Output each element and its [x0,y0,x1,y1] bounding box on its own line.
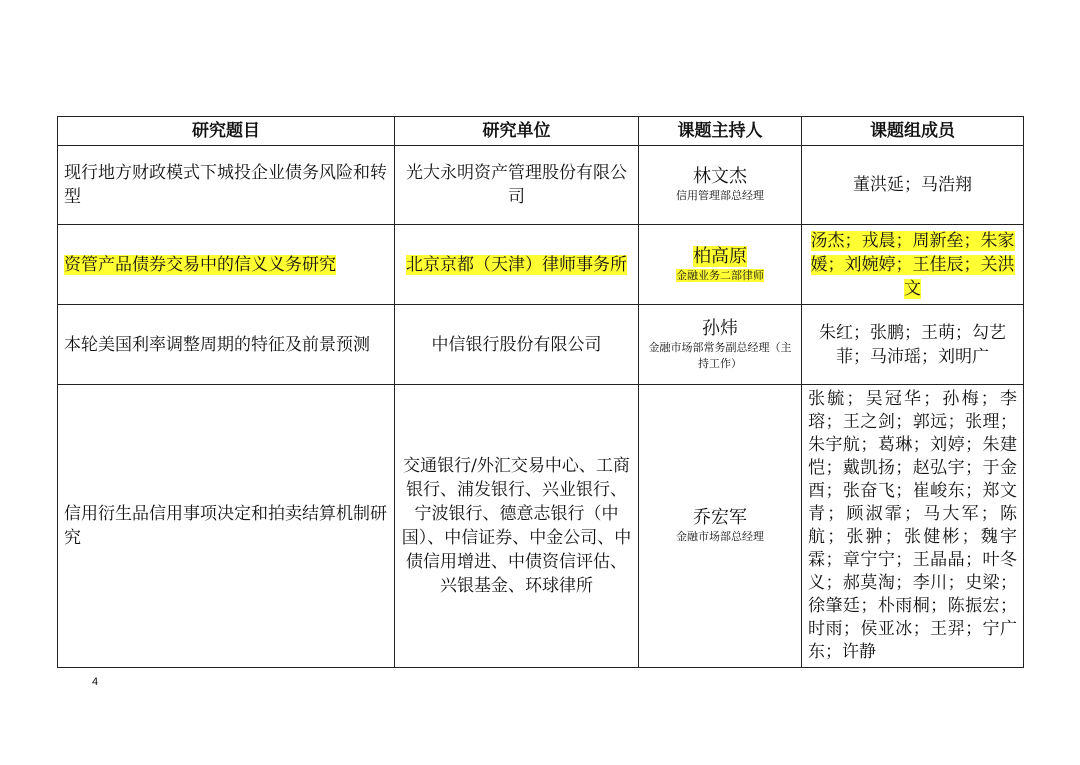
host-title: 金融市场部常务副总经理（主持工作） [648,340,792,370]
header-members: 课题组成员 [802,117,1024,146]
topic-text: 信用衍生品信用事项决定和拍卖结算机制研究 [64,504,387,548]
table-row [58,305,1024,385]
unit-cell [395,225,639,305]
topic-text: 本轮美国利率调整周期的特征及前景预测 [64,334,370,355]
topic-text: 现行地方财政模式下城投企业债务风险和转型 [64,163,387,207]
table-header-row [58,117,1024,146]
unit-text: 中信银行股份有限公司 [431,334,602,355]
members-cell [802,305,1024,385]
topic-cell [58,146,395,225]
host-name: 柏高原 [693,245,747,267]
topic-cell [58,385,395,668]
page-number: 4 [92,676,99,688]
host-title: 金融市场部总经理 [676,530,764,543]
topic-cell [58,225,395,305]
header-topic: 研究题目 [58,117,395,146]
members-cell [802,225,1024,305]
host-name: 乔宏军 [693,507,747,528]
host-cell [639,225,802,305]
unit-text: 光大永明资产管理股份有限公司 [406,163,627,207]
members-text: 朱红；张鹏；王萌；勾艺菲；马沛瑶；刘明广 [819,322,1006,367]
table-row [58,225,1024,305]
topic-text: 资管产品债券交易中的信义义务研究 [64,254,336,275]
host-title: 信用管理部总经理 [676,189,764,202]
members-text: 董洪延；马浩翔 [853,175,972,195]
header-host: 课题主持人 [639,117,802,146]
unit-cell [395,385,639,668]
host-cell [639,305,802,385]
members-cell [802,146,1024,225]
unit-text: 北京京都（天津）律师事务所 [406,254,627,275]
host-cell [639,385,802,668]
members-cell [802,385,1024,668]
host-title: 金融业务二部律师 [676,268,764,282]
members-text: 汤杰；戎晨；周新垒；朱家媛；刘婉婷；王佳辰；关洪文 [810,230,1015,299]
table-row [58,146,1024,225]
host-name: 孙炜 [702,317,738,339]
header-unit: 研究单位 [395,117,639,146]
members-text: 张毓；吴冠华；孙梅；李瑢；王之剑；郭远；张理；朱宇航；葛琳；刘婷；朱建恺；戴凯扬；赵弘宇；于金酉；张奋飞；崔峻东；郑文青；顾淑霏；马大军；陈航；张翀；张健彬；魏宇霖；章宁宁；王晶晶；叶冬义；郝莫淘；李川；史梁；徐肇廷；朴雨桐；陈振宏；时雨；侯亚冰；王羿；宁广东；许静 [808,389,1017,662]
unit-cell [395,305,639,385]
table-row [58,385,1024,668]
host-name: 林文杰 [693,166,747,187]
topic-cell [58,305,395,385]
unit-cell [395,146,639,225]
unit-text: 交通银行/外汇交易中心、工商银行、浦发银行、兴业银行、宁波银行、德意志银行（中国）、中信证券、中金公司、中债信用增进、中债资信评估、兴银基金、环球律所 [401,456,632,596]
host-cell [639,146,802,225]
research-topics-table [57,116,1024,668]
